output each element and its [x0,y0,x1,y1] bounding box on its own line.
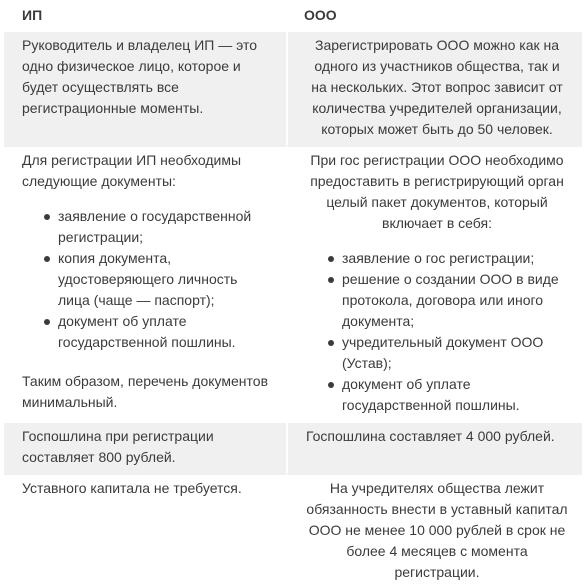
document-list [22,206,272,353]
cell-intro: При гос регистрации ООО необходимо предоставить в регистрирующий орган целый пакет документов, который включает в себя: [310,152,564,231]
cell-ooo-owner [286,32,582,145]
table-row [4,32,582,145]
cell-text: Госпошлина при регистрации составляет 800 рублей. [22,428,214,465]
cell-text: Зарегистрировать ООО можно как на одного из участников общества, так и на нескольких. Этот вопрос зависит от количества учредителей организации, которых может быть до 50 человек. [311,37,563,137]
list-item: документ об уплате государственной пошлины. [58,311,272,353]
cell-ooo-capital [286,473,582,588]
document-list [306,248,568,416]
comparison-table [4,0,582,588]
list-item: документ об уплате государственной пошлины. [342,374,568,416]
cell-ip-fee [4,421,286,473]
cell-intro: Для регистрации ИП необходимы следующие документы: [22,152,242,189]
cell-text: На учредителях общества лежит обязанность внести в уставный капитал ООО не менее 10 000 рублей в срок не более 4 месяцев с момента регистрации. [306,480,568,580]
bullet-icon [328,277,334,283]
table-header-row [4,0,582,32]
table-row [4,473,582,588]
list-item: копия документа, удостоверяющего личность лица (чаще — паспорт); [58,248,272,311]
cell-text: Госпошлина составляет 4 000 рублей. [306,428,555,444]
cell-ip-capital [4,473,286,588]
cell-ooo-documents [286,145,582,421]
cell-text: Руководитель и владелец ИП — это одно физическое лицо, которое и будет осуществлять все регистрационные моменты. [22,37,257,116]
header-ip: ИП [4,0,286,32]
cell-ip-documents [4,145,286,421]
table-row [4,145,582,421]
cell-outro: Таким образом, перечень документов минимальный. [22,373,269,410]
bullet-icon [44,319,50,325]
bullet-icon [328,256,334,262]
list-item: учредительный документ ООО (Устав); [342,332,568,374]
cell-ip-owner [4,32,286,145]
table-row [4,421,582,473]
header-ooo: ООО [286,0,582,32]
cell-text: Уставного капитала не требуется. [22,480,242,496]
list-item: решение о создании ООО в виде протокола, договора или иного документа; [342,269,568,332]
list-item: заявление о государственной регистрации; [58,206,272,248]
bullet-icon [328,340,334,346]
cell-ooo-fee [286,421,582,473]
list-item: заявление о гос регистрации; [342,248,568,269]
bullet-icon [44,214,50,220]
bullet-icon [328,382,334,388]
bullet-icon [44,256,50,262]
